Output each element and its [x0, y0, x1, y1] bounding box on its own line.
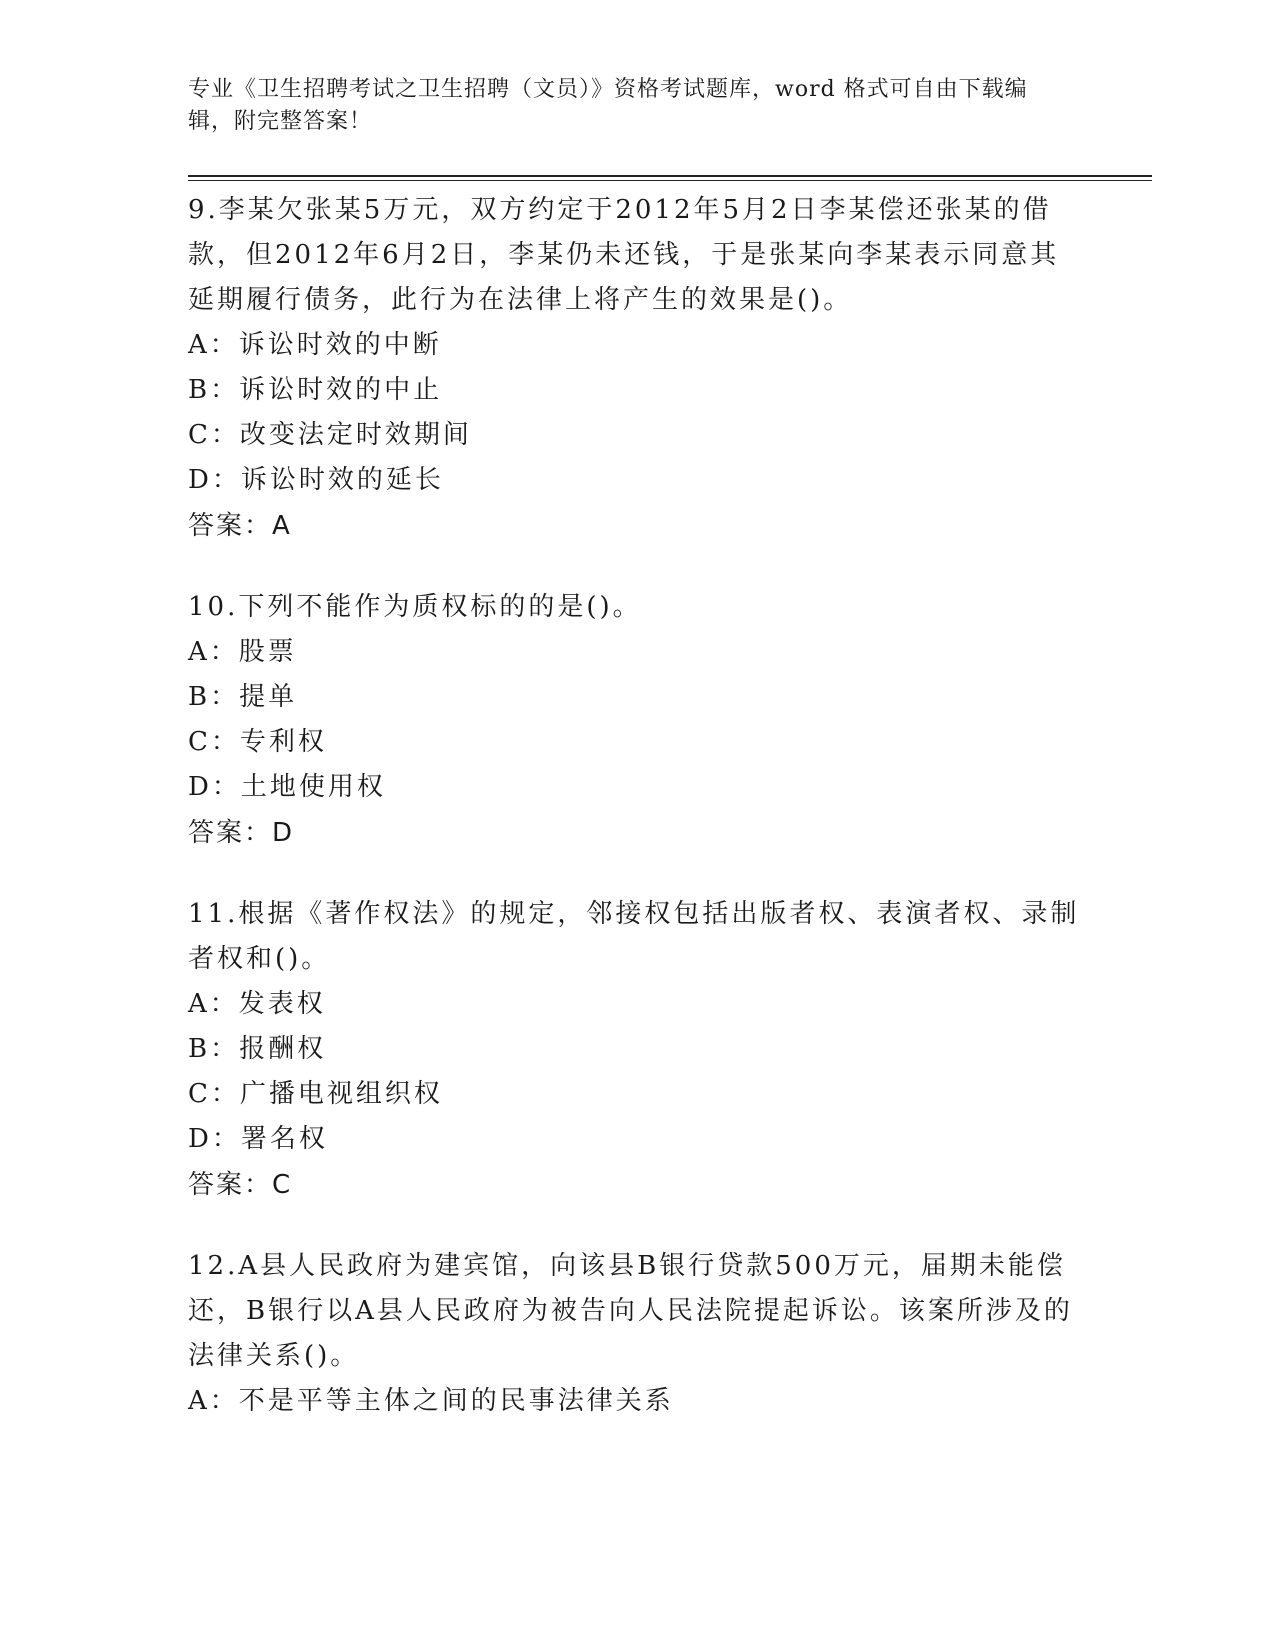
option-b: B：提单: [188, 682, 298, 712]
option-d: D：署名权: [188, 1124, 328, 1154]
header-divider-top: [188, 175, 1152, 177]
option-b: B：报酬权: [188, 1034, 327, 1064]
option-d: D：土地使用权: [188, 772, 386, 802]
option-a: A：股票: [188, 637, 297, 667]
answer-line: 答案：C: [188, 1170, 293, 1200]
question-stem: 10.下列不能作为质权标的的是()。: [188, 592, 642, 622]
question-11: [188, 892, 1088, 1208]
document-header: 专业《卫生招聘考试之卫生招聘（文员）》资格考试题库，word 格式可自由下载编辑，附完整答案！: [188, 77, 1028, 134]
answer-line: 答案：A: [188, 511, 292, 541]
question-10: [188, 585, 1088, 856]
answer-line: 答案：D: [188, 818, 295, 848]
option-a: A：诉讼时效的中断: [188, 330, 442, 360]
header-divider-bottom: [188, 180, 1152, 181]
option-c: C：改变法定时效期间: [188, 420, 472, 450]
option-c: C：广播电视组织权: [188, 1079, 443, 1109]
question-9: [188, 188, 1088, 549]
question-stem: 11.根据《著作权法》的规定，邻接权包括出版者权、表演者权、录制者权和()。: [188, 899, 1080, 974]
question-stem: 12.A县人民政府为建宾馆，向该县B银行贷款500万元，届期未能偿还，B银行以A县人民政府为被告向人民法院提起诉讼。该案所涉及的法律关系()。: [188, 1251, 1073, 1371]
option-a: A：不是平等主体之间的民事法律关系: [188, 1386, 674, 1416]
option-c: C：专利权: [188, 727, 327, 757]
question-stem: 9.李某欠张某5万元，双方约定于2012年5月2日李某偿还张某的借款，但2012年6月2日，李某仍未还钱，于是张某向李某表示同意其延期履行债务，此行为在法律上将产生的效果是()。: [188, 195, 1060, 315]
question-list: [188, 188, 1088, 1460]
question-12: [188, 1244, 1088, 1424]
option-b: B：诉讼时效的中止: [188, 375, 443, 405]
option-a: A：发表权: [188, 989, 326, 1019]
option-d: D：诉讼时效的延长: [188, 465, 444, 495]
